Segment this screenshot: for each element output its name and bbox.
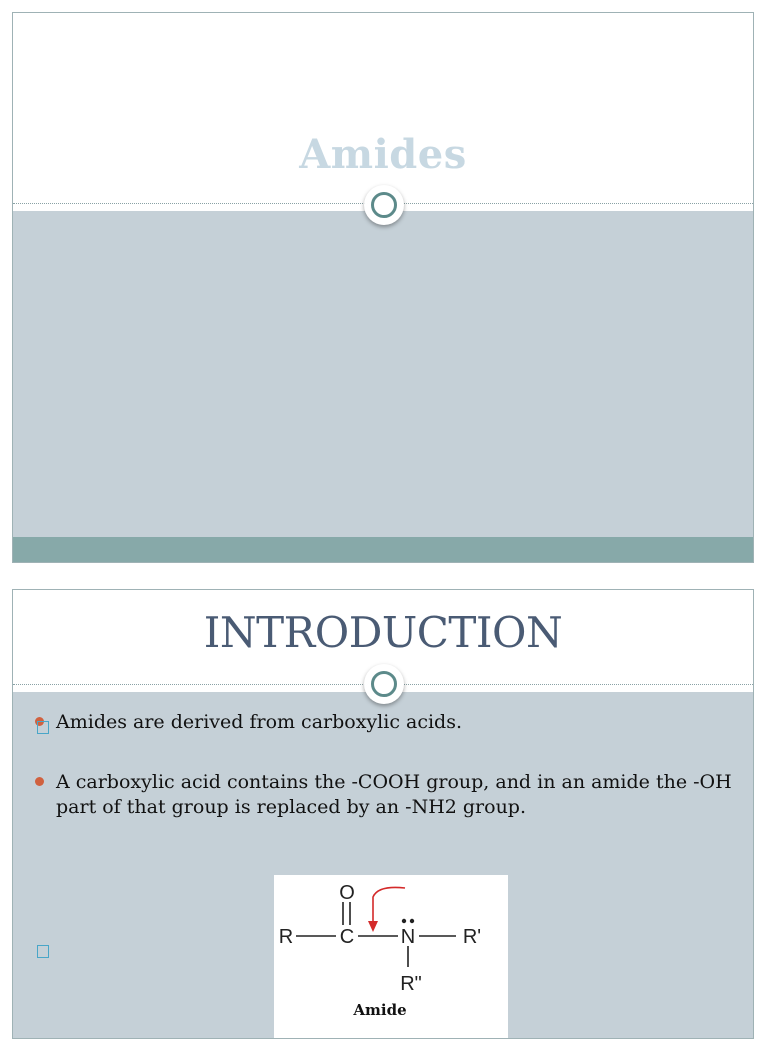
bullet-item [56, 710, 733, 735]
electron-arrow-icon [368, 887, 405, 932]
bullet-item [56, 770, 733, 820]
oxygen-atom-label: O [339, 882, 355, 904]
slide-title: INTRODUCTION [203, 608, 563, 657]
r-double-prime-group-label: R" [400, 973, 422, 995]
bullet-dot-icon [35, 777, 44, 786]
ring-ornament-icon [364, 664, 404, 704]
amide-structure-diagram [274, 875, 508, 1039]
lone-pair-dots-icon [402, 919, 414, 923]
amide-structure-figure [274, 875, 508, 1039]
title-slide [12, 12, 754, 563]
bullet-text: A carboxylic acid contains the -COOH group, and in an amide the -OH part of that group is replaced by an -NH2 group. [56, 771, 732, 818]
r-prime-group-label: R' [462, 926, 482, 948]
bond-lines [296, 902, 456, 967]
r-group-label: R [278, 926, 294, 948]
missing-glyph-icon [37, 945, 49, 958]
carbon-atom-label: C [339, 926, 355, 948]
missing-glyph-icon [37, 721, 49, 734]
bullet-text: Amides are derived from carboxylic acids. [56, 711, 462, 733]
figure-caption: Amide [353, 1001, 407, 1019]
slide-body-area [13, 211, 753, 537]
nitrogen-atom-label: N [400, 926, 416, 948]
slide-bottom-bar [13, 537, 753, 563]
slide-title: Amides [299, 131, 467, 178]
ring-ornament-icon [364, 185, 404, 225]
introduction-slide [12, 589, 754, 1039]
